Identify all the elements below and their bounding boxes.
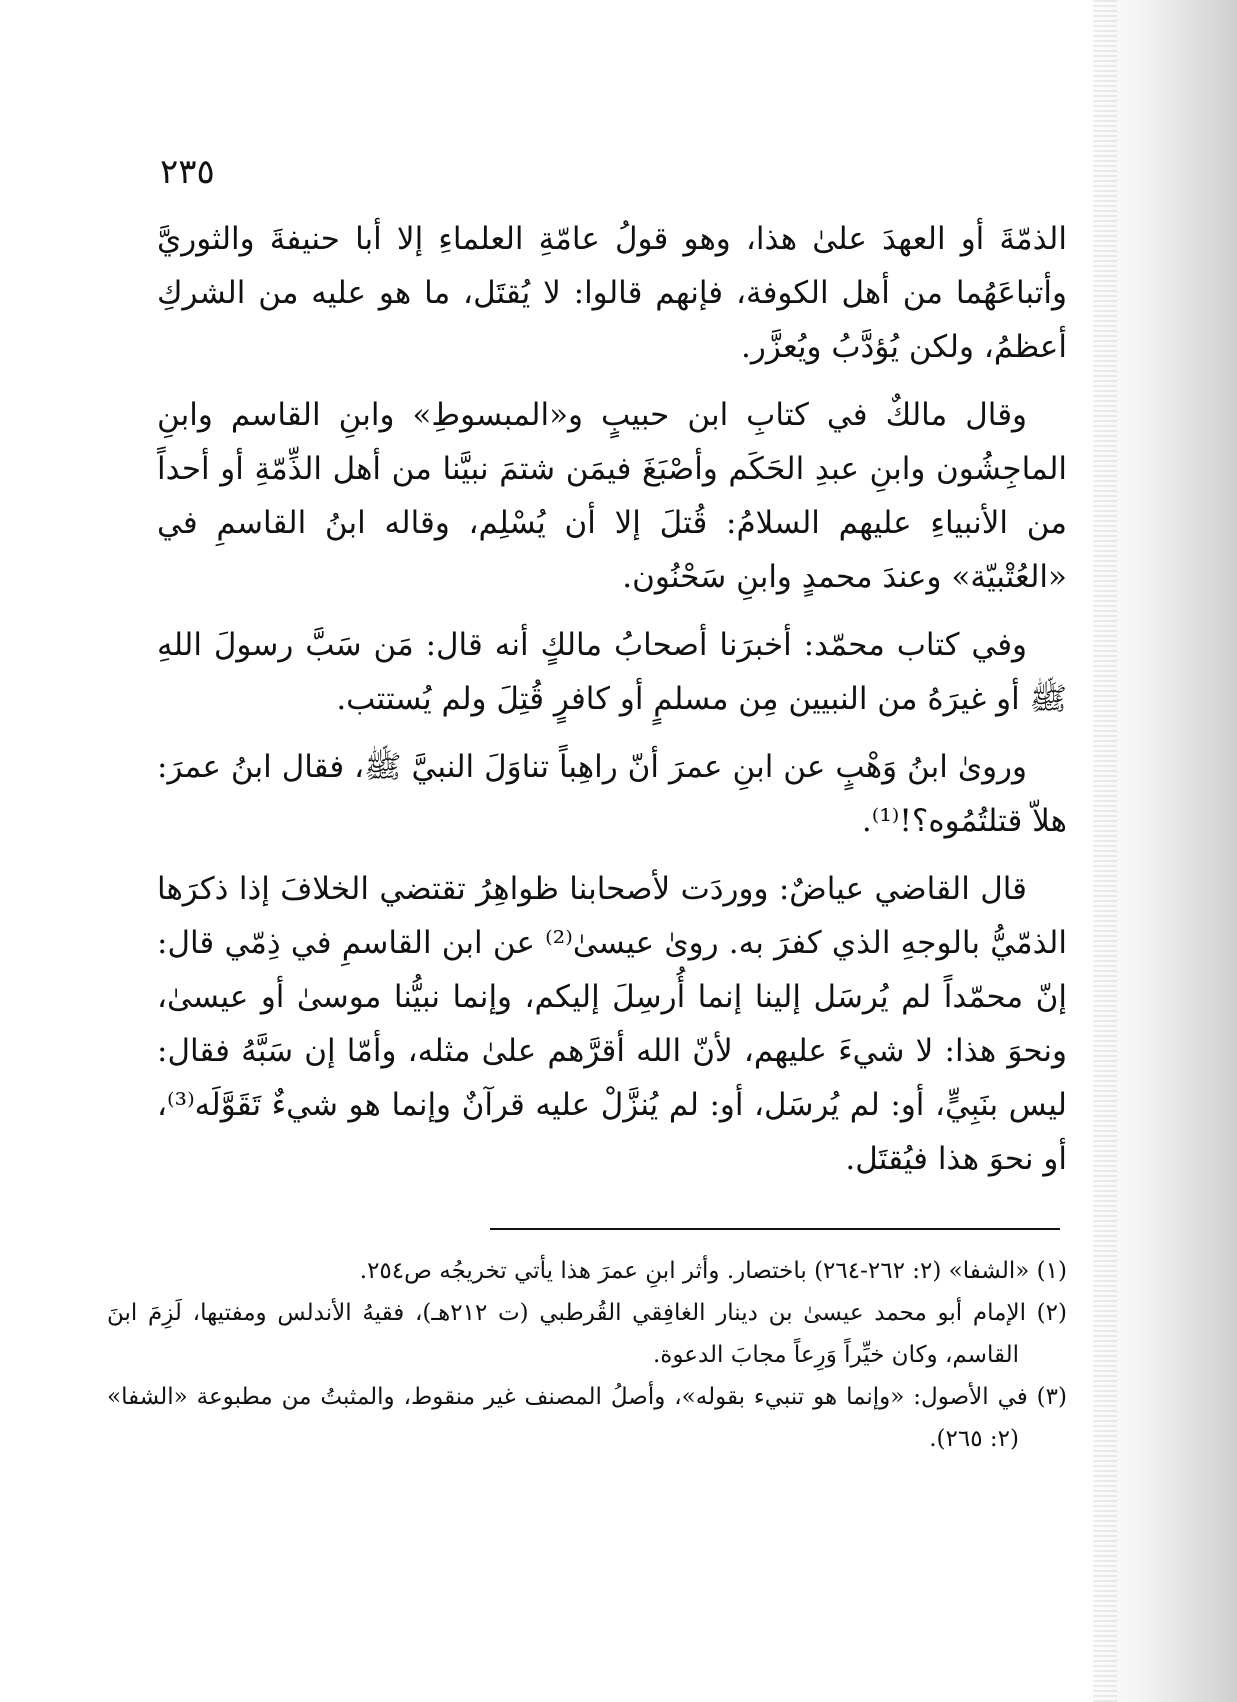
- paragraph: قال القاضي عياضٌ: ووردَت لأصحابنا ظواهِرُ تقتضي الخلافَ إذا ذكرَها الذمّيُّ بالوجهِ الذي كفرَ به. روىٰ عيسىٰ⁽²⁾ عن ابن القاسمِ في ذِمّي قال: إنّ محمّداً لم يُرسَل إلينا إنما أُرسِلَ إليكم، وإنما نبيُّنا موسىٰ أو عيسىٰ، ونحوَ هذا: لا شيءَ عليهم، لأنّ الله أقرَّهم علىٰ مثله، وأمّا إن سَبَّهُ فقال: ليس بنَبِيٍّ، أو: لم يُرسَل، أو: لم يُنزَّلْ عليه قرآنٌ وإنما هو شيءٌ تَقَوَّلَه⁽³⁾، أو نحوَ هذا فيُقتَل.: [157, 871, 1067, 1177]
- paragraph: وروىٰ ابنُ وَهْبٍ عن ابنِ عمرَ أنّ راهِباً تناوَلَ النبيَّ ﷺ، فقال ابنُ عمرَ: هلاّ قتلتُمُوه؟!⁽¹⁾.: [157, 749, 1067, 839]
- footnote: (٢) الإمام أبو محمد عيسىٰ بن دينار الغافِقي القُرطبي (ت ٢١٢هـ)، فقيهُ الأندلس ومفتيها، لَزِمَ ابنَ القاسم، وكان خيِّراً وَرِعاً مجابَ الدعوة.: [107, 1300, 1067, 1368]
- paragraph: وقال مالكٌ في كتابِ ابن حبيبٍ و«المبسوطِ» وابنِ القاسم وابنِ الماجِشُون وابنِ عبدِ الحَكَم وأصْبَغَ فيمَن شتمَ نبيَّنا من أهل الذِّمّةِ أو أحداً من الأنبياءِ عليهم السلامُ: قُتلَ إلا أن يُسْلِم، وقاله ابنُ القاسمِ في «العُتْبيّة» وعندَ محمدٍ وابنِ سَحْنُون.: [157, 397, 1067, 595]
- main-text-body: [157, 212, 1067, 1200]
- footnote: (١) «الشفا» (٢: ٢٦٢-٢٦٤) باختصار. وأثر ابنِ عمرَ هذا يأتي تخريجُه ص٢٥٤.: [359, 1258, 1067, 1284]
- paragraph: الذمّةَ أو العهدَ علىٰ هذا، وهو قولُ عامّةِ العلماءِ إلا أبا حنيفةَ والثوريَّ وأتباعَهُما من أهل الكوفة، فإنهم قالوا: لا يُقتَل، ما هو عليه من الشركِ أعظمُ، ولكن يُؤدَّبُ ويُعزَّر.: [157, 221, 1067, 365]
- footnote-separator: [490, 1228, 1060, 1230]
- footnotes-section: [107, 1250, 1067, 1460]
- page-number: ٢٣٥: [160, 152, 215, 192]
- page-edge-scan-band: [1093, 0, 1117, 1702]
- footnote: (٣) في الأصول: «وإنما هو تنبيء بقوله»، وأصلُ المصنف غير منقوط، والمثبتُ من مطبوعة «الشفا» (٢: ٢٦٥).: [107, 1384, 1067, 1452]
- paragraph: وفي كتاب محمّد: أخبرَنا أصحابُ مالكٍ أنه قال: مَن سَبَّ رسولَ اللهِ ﷺ أو غيرَهُ من النبيين مِن مسلمٍ أو كافرٍ قُتِلَ ولم يُستتب.: [157, 627, 1067, 717]
